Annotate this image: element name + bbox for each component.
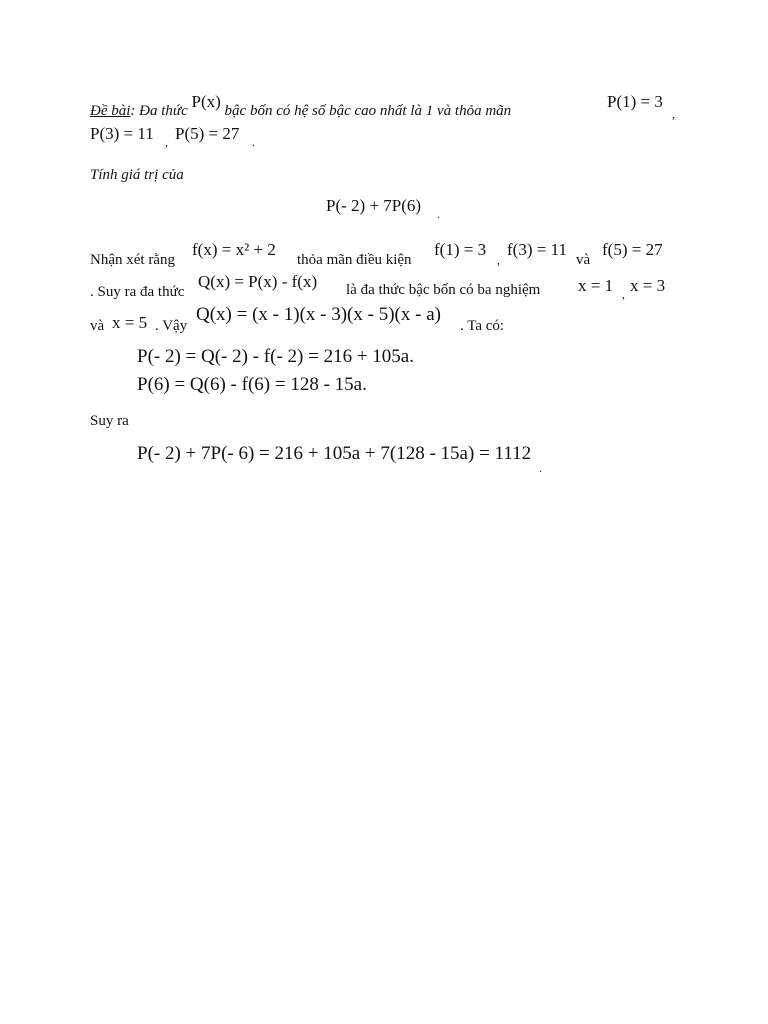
condition-p5: P(5) = 27 <box>175 124 240 143</box>
line2-middle: là đa thức bậc bốn có ba nghiệm <box>346 282 541 298</box>
q-factored: Q(x) = (x - 1)(x - 3)(x - 5)(x - a) <box>196 304 441 325</box>
root-3: x = 5 <box>112 313 148 332</box>
problem-line-1 <box>90 92 512 121</box>
vay-word: . Vậy <box>155 318 188 334</box>
condition-text: thỏa mãn điều kiện <box>297 252 412 268</box>
separator: , <box>165 135 168 149</box>
problem-colon: : <box>130 103 136 119</box>
separator: . <box>539 461 542 475</box>
task-label: Tính giá trị của <box>90 167 184 183</box>
condition-p1: P(1) = 3 <box>607 92 663 111</box>
line3-start: và <box>90 318 105 334</box>
condition-p3: P(3) = 11 <box>90 124 154 143</box>
solution-intro: Nhận xét rằng <box>90 252 175 268</box>
task-expression: P(- 2) + 7P(6) <box>326 196 422 215</box>
condition-f1: f(1) = 3 <box>434 240 487 259</box>
condition-f5: f(5) = 27 <box>602 240 663 259</box>
root-1: x = 1 <box>578 276 614 295</box>
qx-definition: Q(x) = P(x) - f(x) <box>198 272 318 291</box>
root-2: x = 3 <box>630 276 666 295</box>
separator: , <box>672 107 675 121</box>
ta-co: . Ta có: <box>460 318 505 334</box>
px-formula: P(x) <box>191 92 221 111</box>
separator: . <box>437 207 440 221</box>
separator: , <box>497 253 500 267</box>
problem-label: Đề bài <box>90 103 131 119</box>
fx-definition: f(x) = x² + 2 <box>192 240 276 259</box>
equation-2: P(6) = Q(6) - f(6) = 128 - 15a. <box>137 374 367 395</box>
final-equation: P(- 2) + 7P(- 6) = 216 + 105a + 7(128 - 15a) = 1112 <box>137 443 532 464</box>
problem-intro: Đa thức <box>135 103 192 119</box>
and-word: và <box>576 252 591 268</box>
line2-start: . Suy ra đa thức <box>90 284 185 300</box>
equation-1: P(- 2) = Q(- 2) - f(- 2) = 216 + 105a. <box>137 346 414 367</box>
problem-description: bậc bốn có hệ số bậc cao nhất là 1 và thỏa mãn <box>220 103 512 119</box>
separator: , <box>622 287 625 301</box>
condition-f3: f(3) = 11 <box>507 240 567 259</box>
suy-ra-label: Suy ra <box>90 413 129 429</box>
separator: . <box>252 135 255 149</box>
